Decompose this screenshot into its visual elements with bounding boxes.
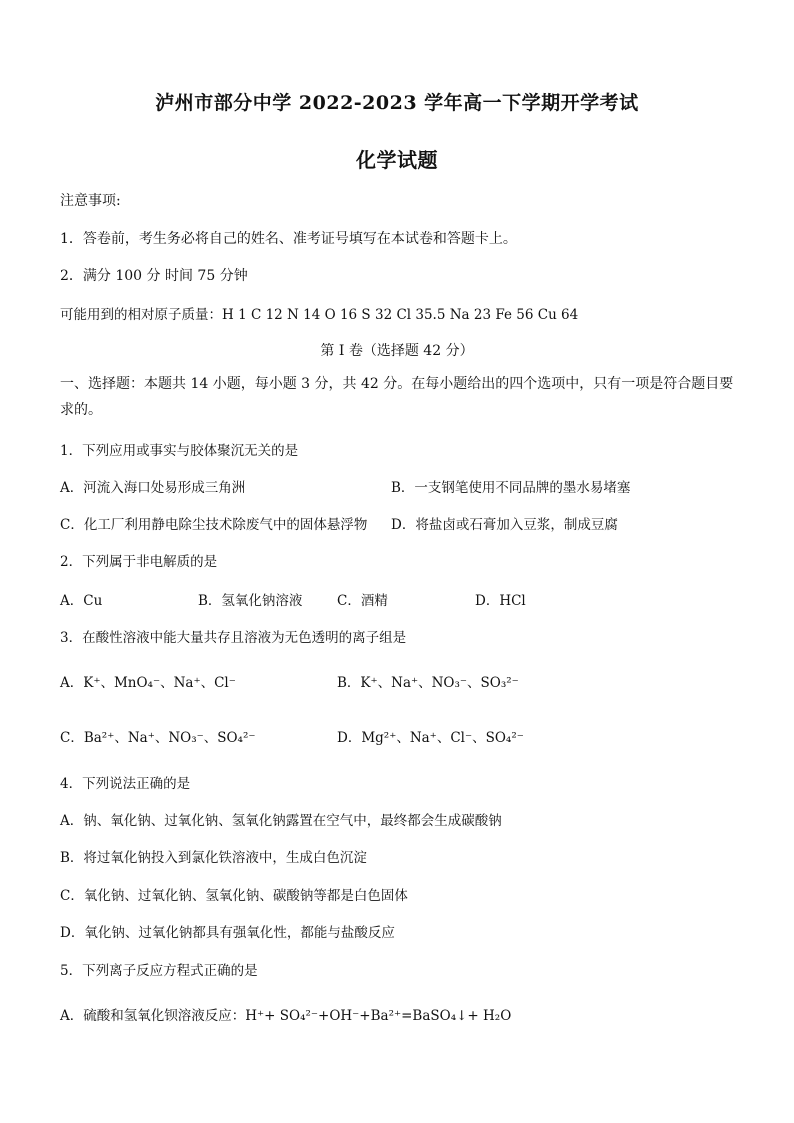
question-3-option-d: D．Mg²⁺、Na⁺、Cl⁻、SO₄²⁻ xyxy=(337,730,524,746)
question-3-stem: 3．在酸性溶液中能大量共存且溶液为无色透明的离子组是 xyxy=(60,630,407,646)
note-item-1: 1．答卷前，考生务必将自己的姓名、准考证号填写在本试卷和答题卡上。 xyxy=(60,231,517,247)
question-1-option-b: B．一支钢笔使用不同品牌的墨水易堵塞 xyxy=(391,480,631,496)
question-1-stem: 1．下列应用或事实与胶体聚沉无关的是 xyxy=(60,443,299,459)
question-1-option-d: D．将盐卤或石膏加入豆浆，制成豆腐 xyxy=(391,517,618,533)
question-2-option-d: D．HCl xyxy=(475,593,526,609)
question-2-option-b: B．氢氧化钠溶液 xyxy=(198,593,303,609)
question-2-option-a: A．Cu xyxy=(60,593,103,609)
question-3-option-c: C．Ba²⁺、Na⁺、NO₃⁻、SO₄²⁻ xyxy=(60,730,256,746)
question-1-option-c: C．化工厂利用静电除尘技术除废气中的固体悬浮物 xyxy=(60,517,368,533)
question-4-option-c: C．氧化钠、过氧化钠、氢氧化钠、碳酸钠等都是白色固体 xyxy=(60,888,408,904)
section-instructions: 一、选择题：本题共 14 小题，每小题 3 分，共 42 分。在每小题给出的四个选项中，只有一项是符合题目要求的。 xyxy=(60,376,734,418)
question-4-stem: 4．下列说法正确的是 xyxy=(60,776,191,792)
page-subtitle: 化学试题 xyxy=(356,148,438,172)
question-5-stem: 5．下列离子反应方程式正确的是 xyxy=(60,963,258,979)
question-2-stem: 2．下列属于非电解质的是 xyxy=(60,554,218,570)
note-item-2: 2．满分 100 分 时间 75 分钟 xyxy=(60,268,248,284)
section-title: 第 I 卷（选择题 42 分） xyxy=(320,343,474,359)
question-5-option-a: A．硫酸和氢氧化钡溶液反应：H⁺+ SO₄²⁻+OH⁻+Ba²⁺=BaSO₄↓+ H₂O xyxy=(60,1008,512,1024)
question-2-option-c: C．酒精 xyxy=(337,593,388,609)
question-3-option-b: B．K⁺、Na⁺、NO₃⁻、SO₃²⁻ xyxy=(337,675,519,691)
page-title: 泸州市部分中学 2022-2023 学年高一下学期开学考试 xyxy=(155,92,639,114)
question-4-option-b: B．将过氧化钠投入到氯化铁溶液中，生成白色沉淀 xyxy=(60,850,367,866)
question-1-option-a: A．河流入海口处易形成三角洲 xyxy=(60,480,246,496)
question-4-option-a: A．钠、氧化钠、过氧化钠、氢氧化钠露置在空气中，最终都会生成碳酸钠 xyxy=(60,813,502,829)
question-4-option-d: D．氧化钠、过氧化钠都具有强氧化性，都能与盐酸反应 xyxy=(60,925,395,941)
notes-heading: 注意事项: xyxy=(60,193,121,209)
question-3-option-a: A．K⁺、MnO₄⁻、Na⁺、Cl⁻ xyxy=(60,675,236,691)
atomic-masses: 可能用到的相对原子质量：H 1 C 12 N 14 O 16 S 32 Cl 35.5 Na 23 Fe 56 Cu 64 xyxy=(60,307,579,323)
